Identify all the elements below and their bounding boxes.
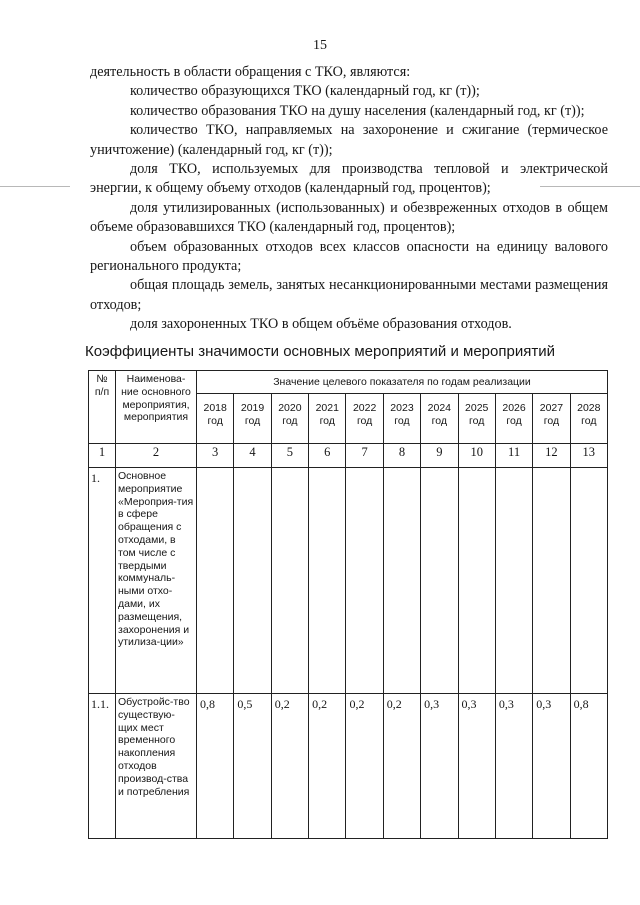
row-name: Обустройс-тво существую-щих мест временного накопления отходов производ-ства и потребления [116,694,197,839]
column-number: 7 [346,444,383,468]
value-cell [570,468,607,694]
column-number: 8 [383,444,420,468]
body-text [90,63,608,335]
column-number: 2 [116,444,197,468]
column-number: 13 [570,444,607,468]
value-cell [533,468,570,694]
indicator-item: количество образования ТКО на душу населения (календарный год, кг (т)); [130,102,585,119]
row-number: 1.1. [89,694,116,839]
value-cell: 0,3 [421,694,458,839]
value-cell: 0,3 [495,694,532,839]
year-header: 2021 год [309,394,346,444]
table-caption: Коэффициенты значимости основных мероприятий и мероприятий [85,343,555,360]
value-cell: 0,3 [533,694,570,839]
coefficients-table [88,370,608,839]
value-cell: 0,3 [458,694,495,839]
scan-artifact-right [540,186,640,187]
indicator-item: доля утилизированных (использованных) и обезвреженных отходов в общем объеме образовавшихся ТКО (календарный год, процентов); [90,199,608,236]
column-number: 10 [458,444,495,468]
table-row [89,468,608,694]
value-cell: 0,2 [346,694,383,839]
column-number: 1 [89,444,116,468]
header-no: № п/п [89,371,116,444]
year-header: 2023 год [383,394,420,444]
scan-artifact-left [0,186,70,187]
value-cell [383,468,420,694]
value-cell [495,468,532,694]
column-number: 9 [421,444,458,468]
year-header: 2018 год [197,394,234,444]
row-number: 1. [89,468,116,694]
value-cell [346,468,383,694]
value-cell [309,468,346,694]
column-number: 12 [533,444,570,468]
value-cell [458,468,495,694]
year-header: 2024 год [421,394,458,444]
value-cell: 0,2 [309,694,346,839]
column-number: 5 [271,444,308,468]
value-cell: 0,2 [271,694,308,839]
indicator-item: доля ТКО, используемых для производства тепловой и электрической энергии, к общему объему отходов (календарный год, процентов); [90,161,608,197]
page-number: 15 [313,38,327,53]
year-header: 2027 год [533,394,570,444]
value-cell [234,468,271,694]
column-number: 11 [495,444,532,468]
column-number: 4 [234,444,271,468]
value-cell: 0,8 [570,694,607,839]
paragraph-intro: деятельность в области обращения с ТКО, являются: [90,64,411,80]
year-header: 2025 год [458,394,495,444]
indicator-item: общая площадь земель, занятых несанкционированными местами размещения отходов; [90,277,608,313]
indicator-item: объем образованных отходов всех классов опасности на единицу валового регионального продукта; [90,238,608,275]
value-cell: 0,8 [197,694,234,839]
year-header: 2026 год [495,394,532,444]
indicator-item: доля захороненных ТКО в общем объёме образования отходов. [130,316,512,333]
year-header: 2028 год [570,394,607,444]
header-name: Наименова-ние основного мероприятия, мероприятия [116,371,197,444]
year-header: 2019 год [234,394,271,444]
value-cell: 0,5 [234,694,271,839]
indicator-item: количество ТКО, направляемых на захоронение и сжигание (термическое уничтожение) (календарный год, кг (т)); [90,122,608,158]
column-number-row [89,444,608,468]
value-cell [421,468,458,694]
indicator-item: количество образующихся ТКО (календарный год, кг (т)); [130,83,480,100]
header-group: Значение целевого показателя по годам реализации [197,371,608,394]
row-name: Основное мероприятие «Мероприя-тия в сфере обращения с отходами, в том числе с твердыми коммуналь-ными отхо-дами, их размещения, захоронения и утилиза-ции» [116,468,197,694]
column-number: 3 [197,444,234,468]
year-header: 2020 год [271,394,308,444]
value-cell [271,468,308,694]
table-row [89,694,608,839]
value-cell [197,468,234,694]
year-header: 2022 год [346,394,383,444]
column-number: 6 [309,444,346,468]
value-cell: 0,2 [383,694,420,839]
header-row [89,371,608,394]
